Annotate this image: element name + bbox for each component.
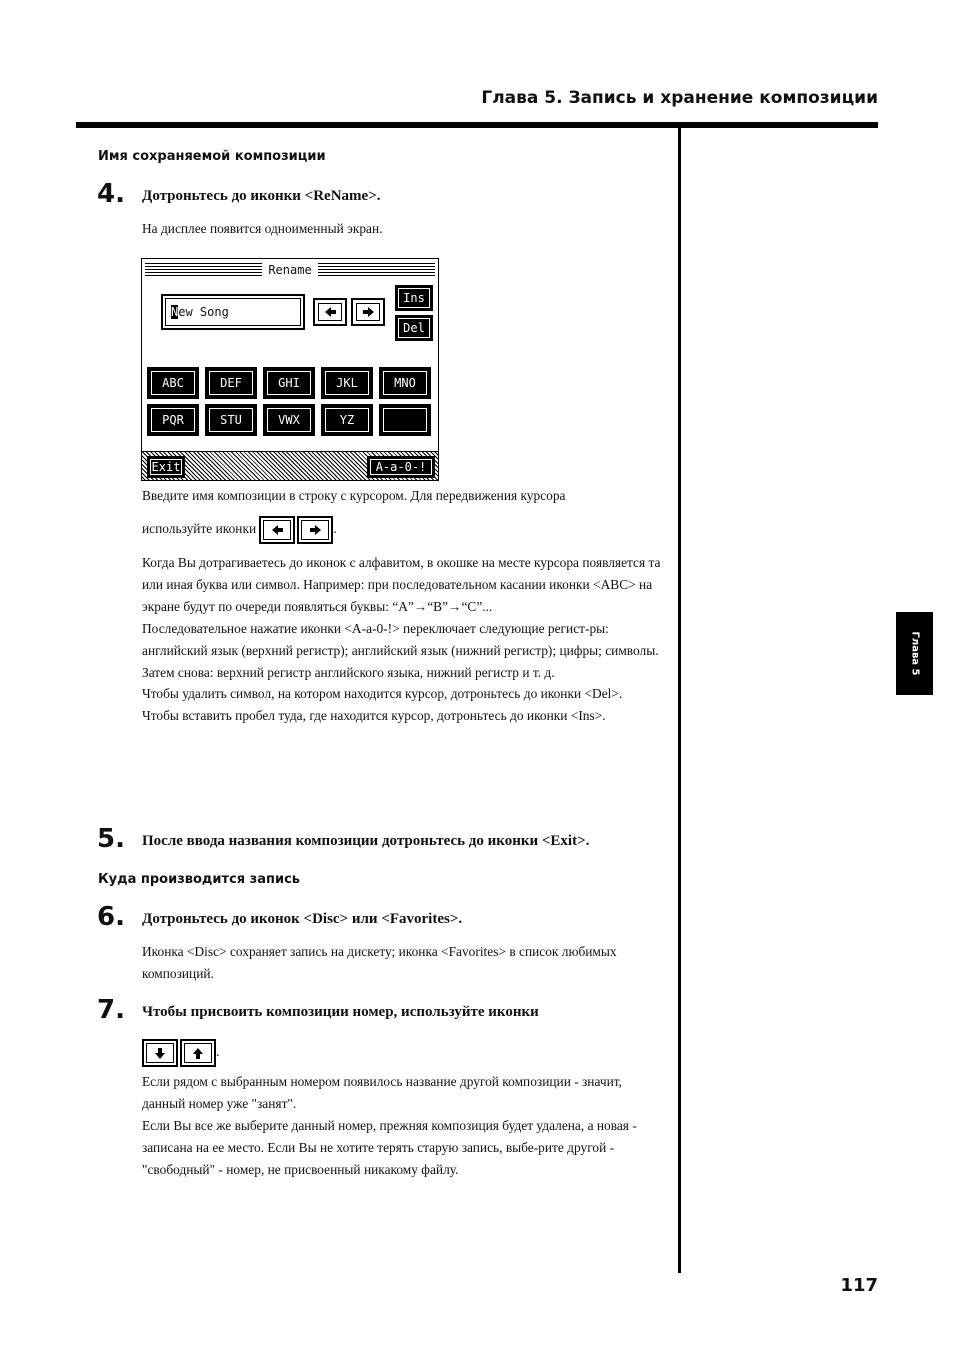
step-text: На дисплее появится одноименный экран. xyxy=(142,221,383,236)
paragraph: Если рядом с выбранным номером появилось название другой композиции - значит, данный номер уже "занят". xyxy=(142,1074,622,1111)
key-ghi[interactable]: GHI xyxy=(263,367,315,399)
cursor-icons xyxy=(259,516,333,544)
chapter-side-tab xyxy=(896,612,933,695)
number-down-button xyxy=(142,1039,178,1067)
key-yz[interactable]: YZ xyxy=(321,404,373,436)
step-text-block xyxy=(142,552,662,727)
key-abc[interactable]: ABC xyxy=(147,367,199,399)
step-number: 7. xyxy=(97,995,125,1025)
key-pqr[interactable]: PQR xyxy=(147,404,199,436)
step-text-block xyxy=(142,1071,662,1181)
key-blank[interactable] xyxy=(379,404,431,436)
exit-button[interactable]: Exit xyxy=(147,456,185,478)
screen-title-bar xyxy=(142,259,438,281)
step-number: 4. xyxy=(97,179,125,209)
cursor-right-button[interactable] xyxy=(351,298,385,326)
name-text: ew Song xyxy=(178,305,229,319)
step-number: 6. xyxy=(97,902,125,932)
cursor-left-button[interactable] xyxy=(313,298,347,326)
step-title: Дотроньтесь до иконок <Disc> или <Favorites>. xyxy=(142,911,463,927)
arrow-right-icon xyxy=(363,307,374,317)
arrow-left-icon xyxy=(325,307,336,317)
step-title: После ввода названия композиции дотроньтесь до иконки <Exit>. xyxy=(142,833,590,849)
step-text: Иконка <Disc> сохраняет запись на дискету; иконка <Favorites> в список любимых композиций. xyxy=(142,944,617,981)
case-toggle-button[interactable]: A-a-0-! xyxy=(367,456,435,478)
paragraph: Чтобы удалить символ, на котором находится курсор, дотроньтесь до иконки <Del>. xyxy=(142,686,623,702)
arrow-down-icon xyxy=(155,1048,165,1059)
step-number: 5. xyxy=(97,824,125,854)
header-rule xyxy=(76,122,878,128)
paragraph: Когда Вы дотрагиваетесь до иконок с алфавитом, в окошке на месте курсора появляется та или иная буква или символ. Например: при последовательном касании иконки <ABC> на экране будут по очереди появляться буквы: “A”→“B”→“C”... xyxy=(142,555,661,614)
side-tab-label: Глава 5 xyxy=(909,631,920,676)
paragraph: Чтобы вставить пробел туда, где находится курсор, дотроньтесь до иконки <Ins>. xyxy=(142,708,606,724)
paragraph: Последовательное нажатие иконки <A-a-0-!> переключает следующие регист-ры: английский язык (верхний регистр); английский язык (нижний регистр); цифры; символы. Затем снова: верхний регистр английского языка, нижний регистр и т. д. xyxy=(142,620,659,680)
cursor-left-button xyxy=(259,516,295,544)
step-text-with-icons: используйте иконки . xyxy=(142,514,662,544)
column-rule xyxy=(678,128,681,1273)
step-title: Чтобы присвоить композиции номер, используйте иконки xyxy=(142,1004,539,1020)
number-up-button xyxy=(180,1039,216,1067)
paragraph: Если Вы все же выберите данный номер, прежняя композиция будет удалена, а новая - записана на ее место. Если Вы не хотите терять старую запись, выбе-рите другой - "свободный" - номер, не присвоенный никакому файлу. xyxy=(142,1117,637,1177)
rename-screen xyxy=(141,258,439,481)
cursor-right-button xyxy=(297,516,333,544)
name-cursor: N xyxy=(171,305,179,319)
key-mno[interactable]: MNO xyxy=(379,367,431,399)
step-text: используйте иконки xyxy=(142,521,257,536)
arrow-right-icon xyxy=(310,525,321,535)
arrow-left-icon xyxy=(272,525,283,535)
ins-button[interactable]: Ins xyxy=(395,285,433,311)
section-heading-where: Куда производится запись xyxy=(98,872,301,887)
music-staff-decoration xyxy=(145,263,262,277)
key-stu[interactable]: STU xyxy=(205,404,257,436)
number-icons: . xyxy=(142,1039,220,1067)
music-staff-decoration xyxy=(318,263,435,277)
step-title: Дотроньтесь до иконки <ReName>. xyxy=(142,188,381,204)
screen-title: Rename xyxy=(268,263,312,277)
key-vwx[interactable]: VWX xyxy=(263,404,315,436)
step-text: Введите имя композиции в строку с курсором. Для передвижения курсора xyxy=(142,488,566,503)
chapter-title: Глава 5. Запись и хранение композиции xyxy=(481,88,878,108)
del-button[interactable]: Del xyxy=(395,315,433,341)
section-heading-name: Имя сохраняемой композиции xyxy=(98,149,326,164)
arrow-up-icon xyxy=(193,1048,203,1059)
key-def[interactable]: DEF xyxy=(205,367,257,399)
song-name-field[interactable] xyxy=(161,294,305,330)
page-number: 117 xyxy=(840,1275,878,1296)
key-jkl[interactable]: JKL xyxy=(321,367,373,399)
